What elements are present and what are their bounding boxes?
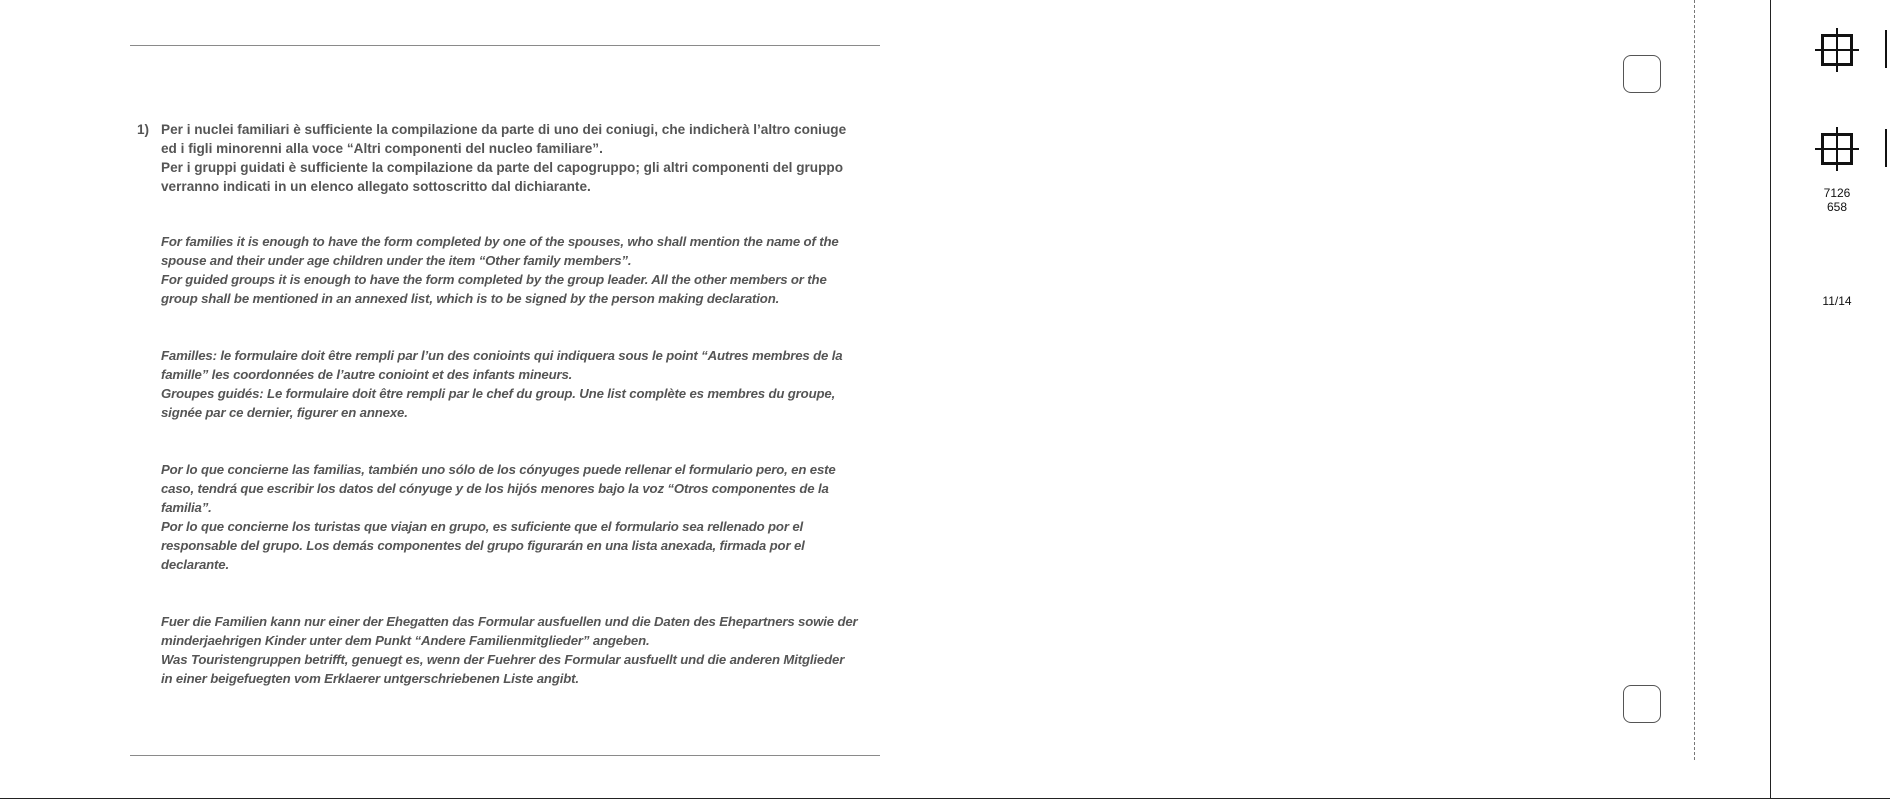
footnote-italian [137,120,859,196]
registration-mark-icon [1815,28,1859,72]
form-code-line2: 658 [1826,200,1848,214]
page-number: 11/14 [1822,294,1852,308]
edge-tick-mark [1885,129,1887,167]
french-paragraph-groups: Groupes guidés: Le formulaire doit être rempli par le chef du group. Une list complète es membres du groupe, signée par ce dernier, figurer en annexe. [161,386,836,420]
top-rule [130,45,880,46]
form-code-line1: 7126 [1823,186,1851,200]
footnote-spanish [161,460,859,574]
english-paragraph-families: For families it is enough to have the form completed by one of the spouses, who shall mention the name of the spouse and their under age children under the item “Other family members”. [161,234,839,268]
english-paragraph-groups: For guided groups it is enough to have the form completed by the group leader. All the other members or the group shall be mentioned in an annexed list, which is to be signed by the person making declaration. [161,272,827,306]
footnote-content [137,120,859,688]
registration-mark-icon [1815,127,1859,171]
perforation-line [1694,0,1695,760]
footnote-german [161,612,859,688]
page-frame-vertical [1770,0,1771,799]
footnote-english [161,232,859,308]
italian-paragraph-groups: Per i gruppi guidati è sufficiente la compilazione da parte del capogruppo; gli altri componenti del gruppo verranno indicati in un elenco allegato sottoscritto dal dichiarante. [161,160,844,194]
form-checkbox-bottom[interactable] [1623,685,1661,723]
german-paragraph-groups: Was Touristengruppen betrifft, genuegt es, wenn der Fuehrer des Formular ausfuellt und die anderen Mitglieder in einer beigefuegten vom Erklaerer untgerschriebenen Liste angibt. [161,652,845,686]
italian-paragraph-families: Per i nuclei familiari è sufficiente la compilazione da parte di uno dei coniugi, che indicherà l’altro coniuge ed i figli minorenni alla voce “Altri componenti del nucleo familiare”. [161,122,847,156]
german-paragraph-families: Fuer die Familien kann nur einer der Ehegatten das Formular ausfuellen und die Daten des Ehepartners sowie der minderjaehrigen Kinder unter dem Punkt “Andere Familienmitglieder” angeben. [161,614,858,648]
french-paragraph-families: Familles: le formulaire doit être rempli par l’un des conioints qui indiquera sous le point “Autres membres de la famille” les coordonnées de l’autre conioint et des infants mineurs. [161,348,843,382]
footnote-french [161,346,859,422]
form-code [1815,186,1859,214]
edge-tick-mark [1885,30,1887,68]
footnote-number: 1) [137,122,150,137]
bottom-rule [130,755,880,756]
spanish-paragraph-families: Por lo que concierne las familias, también uno sólo de los cónyuges puede rellenar el formulario pero, en este caso, tendrá que escribir los datos del cónyuge y de los hijós menores bajo la voz “Otros componentes de la familia”. [161,462,836,515]
spanish-paragraph-groups: Por lo que concierne los turistas que viajan en grupo, es suficiente que el formulario sea rellenado por el responsable del grupo. Los demás componentes del grupo figurarán en una lista anexada, firmada por el declarante. [161,519,805,572]
page-frame-bottom [0,798,1890,799]
form-checkbox-top[interactable] [1623,55,1661,93]
